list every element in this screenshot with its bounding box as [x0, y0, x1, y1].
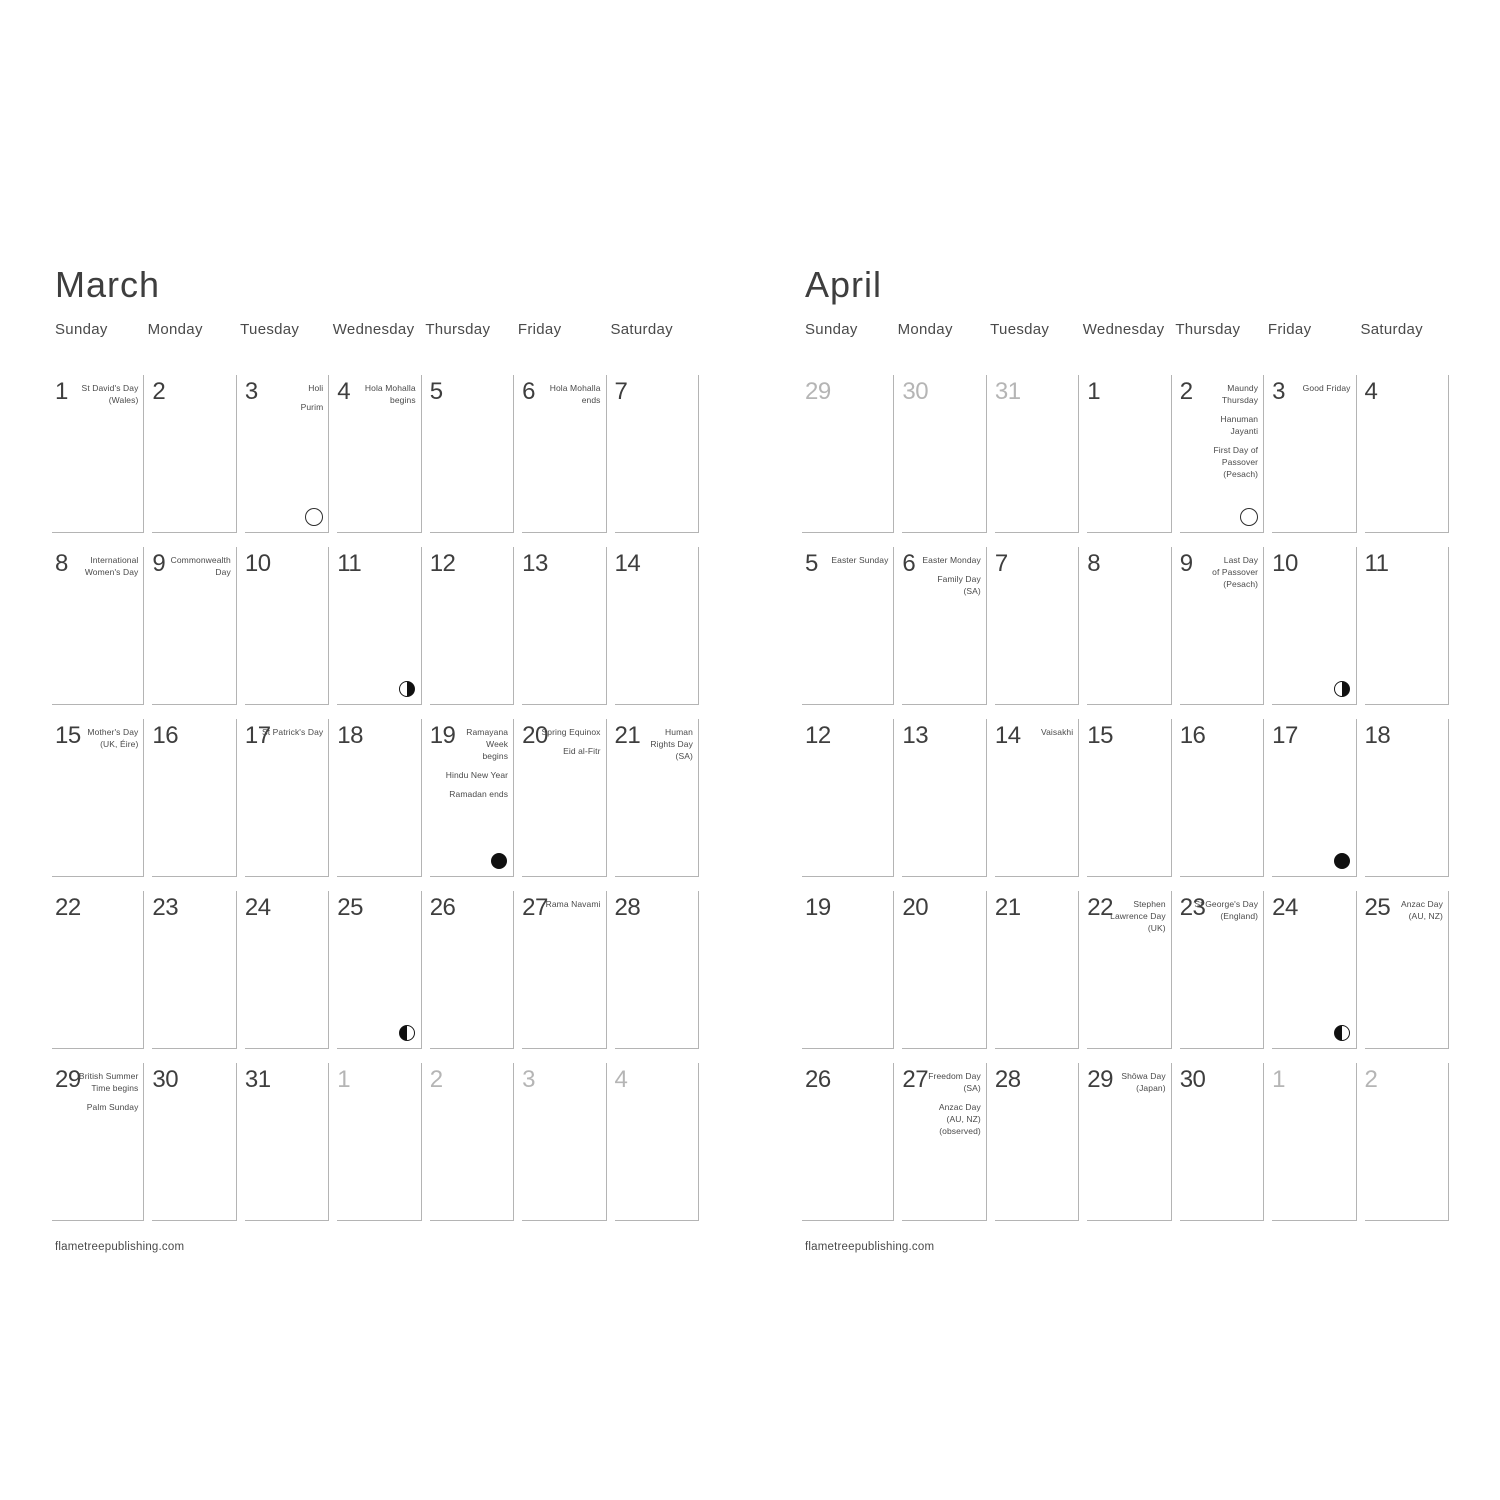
day-number: 1: [55, 378, 68, 405]
day-cell: [1356, 719, 1449, 877]
weekday-label: Wednesday: [332, 321, 415, 338]
day-cell: [986, 375, 1078, 533]
weekday-label: Thursday: [425, 321, 491, 338]
holiday-labels: [72, 554, 138, 585]
holiday-label: [72, 554, 138, 578]
day-cell: [893, 547, 985, 705]
day-number: 16: [1179, 722, 1206, 749]
holiday-label-line: (SA): [675, 751, 693, 761]
day-cell: [1263, 547, 1355, 705]
day-number: 8: [55, 550, 68, 577]
day-number: 23: [152, 894, 179, 921]
day-number: 3: [244, 378, 258, 405]
holiday-label-line: (AU, NZ): [946, 1114, 981, 1124]
day-number: 17: [244, 722, 271, 749]
holiday-labels: [1285, 382, 1351, 401]
day-number: 5: [805, 550, 818, 577]
day-cell: [986, 1063, 1078, 1221]
day-cell: [893, 1063, 985, 1221]
month-title: March: [55, 264, 161, 305]
holiday-label: [1377, 898, 1443, 922]
holiday-label-line: (England): [1220, 911, 1259, 921]
day-cell: [513, 719, 605, 877]
day-number: 16: [152, 722, 179, 749]
holiday-labels: [257, 382, 323, 420]
holiday-label: [442, 769, 508, 781]
holiday-label: [350, 382, 416, 406]
day-number: 29: [805, 378, 831, 405]
day-cell: [52, 547, 143, 705]
day-cell: [421, 719, 513, 877]
holiday-label-line: Freedom Day: [928, 1071, 981, 1081]
holiday-labels: [72, 1070, 138, 1120]
publisher-url: flametreepublishing.com: [55, 1241, 185, 1253]
holiday-label: [1192, 444, 1258, 480]
holiday-labels: [535, 898, 601, 917]
day-number: 19: [805, 894, 831, 921]
weekday-label: Thursday: [1175, 321, 1241, 338]
day-number: 1: [1087, 378, 1101, 405]
day-cell: [606, 375, 699, 533]
holiday-label: [1007, 726, 1073, 738]
holiday-label: [535, 898, 601, 910]
day-number: 13: [522, 550, 548, 577]
holiday-label: [915, 1070, 981, 1094]
holiday-label: [72, 382, 138, 406]
day-number: 27: [522, 894, 548, 921]
day-number: 26: [805, 1066, 831, 1093]
week-row: [52, 375, 699, 533]
day-cell: [1078, 1063, 1170, 1221]
day-cell: [802, 375, 893, 533]
day-cell: [893, 719, 985, 877]
day-cell: [1263, 375, 1355, 533]
weekday-label: Sunday: [55, 321, 108, 338]
holiday-label-line: (UK, Éire): [100, 739, 139, 749]
new-moon-icon: [491, 853, 507, 869]
day-number: 15: [1087, 722, 1113, 749]
day-cell: [1171, 375, 1263, 533]
day-cell: [52, 891, 143, 1049]
day-cell: [893, 891, 985, 1049]
holiday-label-line: Human: [665, 727, 693, 737]
holiday-label: [915, 1101, 981, 1137]
day-number: 24: [244, 894, 271, 921]
holiday-label: [1192, 898, 1258, 922]
holiday-label-line: ends: [581, 395, 601, 405]
day-number: 2: [1364, 1066, 1378, 1093]
day-cell: [1356, 891, 1449, 1049]
holiday-label: [442, 788, 508, 800]
holiday-labels: [535, 382, 601, 413]
day-number: 20: [522, 722, 548, 749]
holiday-label-line: Time begins: [91, 1083, 139, 1093]
day-number: 22: [55, 894, 81, 921]
holiday-label: [257, 382, 323, 394]
day-cell: [986, 891, 1078, 1049]
last-quarter-moon-icon: [1334, 681, 1350, 697]
week-row: [52, 1063, 699, 1221]
day-cell: [606, 547, 699, 705]
day-number: 28: [614, 894, 641, 921]
day-number: 28: [994, 1066, 1021, 1093]
day-number: 12: [429, 550, 456, 577]
holiday-label-line: Passover: [1221, 457, 1259, 467]
day-cell: [328, 891, 420, 1049]
week-row: [52, 547, 699, 705]
holiday-label: [822, 554, 888, 566]
day-cell: [1171, 719, 1263, 877]
day-number: 1: [337, 1066, 351, 1093]
day-number: 23: [1179, 894, 1206, 921]
holiday-labels: [822, 554, 888, 573]
day-cell: [328, 547, 420, 705]
holiday-label: [1192, 382, 1258, 406]
day-number: 14: [614, 550, 641, 577]
holiday-label-line: Women's Day: [84, 567, 139, 577]
week-row: [802, 719, 1449, 877]
last-quarter-moon-icon: [399, 681, 415, 697]
week-row: [52, 891, 699, 1049]
holiday-label: [72, 726, 138, 750]
day-cell: [236, 891, 328, 1049]
day-number: 7: [994, 550, 1008, 577]
day-number: 4: [1364, 378, 1378, 405]
day-cell: [421, 375, 513, 533]
day-cell: [236, 547, 328, 705]
day-number: 2: [152, 378, 166, 405]
week-row: [802, 547, 1449, 705]
holiday-label-line: (AU, NZ): [1408, 911, 1443, 921]
day-cell: [606, 719, 699, 877]
holiday-label-line: Lawrence Day: [1110, 911, 1166, 921]
holiday-label-line: begins: [390, 395, 416, 405]
weekday-label: Monday: [897, 321, 953, 338]
holiday-labels: [1377, 898, 1443, 929]
holiday-label-line: Easter Sunday: [831, 555, 889, 565]
day-number: 1: [1272, 1066, 1285, 1093]
day-number: 4: [614, 1066, 628, 1093]
holiday-labels: [535, 726, 601, 764]
day-cell: [143, 375, 235, 533]
holiday-labels: [350, 382, 416, 413]
holiday-label-line: Hindu New Year: [445, 770, 509, 780]
day-cell: [52, 375, 143, 533]
day-cell: [421, 891, 513, 1049]
day-number: 21: [614, 722, 641, 749]
weekday-label: Saturday: [1360, 321, 1423, 338]
holiday-label-line: Spring Equinox: [541, 727, 601, 737]
day-number: 25: [337, 894, 363, 921]
day-number: 13: [902, 722, 929, 749]
holiday-label-line: Shōwa Day: [1121, 1071, 1166, 1081]
holiday-labels: [915, 1070, 981, 1144]
holiday-label-line: Hola Mohalla: [549, 383, 601, 393]
holiday-label-line: of Passover: [1212, 567, 1259, 577]
day-cell: [143, 891, 235, 1049]
day-number: 10: [1272, 550, 1298, 577]
holiday-label: [1100, 898, 1166, 934]
day-number: 2: [429, 1066, 443, 1093]
holiday-label-line: Ramadan ends: [449, 789, 509, 799]
day-number: 20: [902, 894, 929, 921]
holiday-label: [165, 554, 231, 578]
holiday-label-line: Holi: [308, 383, 324, 393]
day-number: 11: [1364, 550, 1389, 577]
holiday-label-line: British Summer: [78, 1071, 139, 1081]
holiday-label-line: Day: [215, 567, 231, 577]
day-number: 24: [1272, 894, 1298, 921]
weekday-label: Monday: [147, 321, 203, 338]
holiday-label: [915, 573, 981, 597]
full-moon-icon: [1240, 508, 1258, 526]
holiday-label-line: Palm Sunday: [86, 1102, 139, 1112]
month-title: April: [805, 264, 883, 305]
holiday-labels: [1007, 726, 1073, 745]
day-cell: [802, 891, 893, 1049]
day-cell: [236, 375, 328, 533]
holiday-label-line: St David's Day: [81, 383, 139, 393]
holiday-label-line: St Patrick's Day: [261, 727, 324, 737]
day-number: 6: [522, 378, 535, 405]
day-number: 10: [244, 550, 271, 577]
day-cell: [1356, 375, 1449, 533]
holiday-labels: [165, 554, 231, 585]
holiday-labels: [442, 726, 508, 807]
day-number: 21: [994, 894, 1021, 921]
day-number: 19: [429, 722, 456, 749]
month-march: [52, 264, 699, 1253]
weekday-label: Friday: [1267, 321, 1312, 338]
holiday-label-line: Rights Day: [650, 739, 693, 749]
day-number: 27: [902, 1066, 929, 1093]
holiday-labels: [915, 554, 981, 604]
day-number: 18: [1364, 722, 1391, 749]
holiday-label: [72, 1101, 138, 1113]
day-cell: [52, 719, 143, 877]
day-cell: [802, 547, 893, 705]
weekday-header-row: [802, 321, 1449, 338]
holiday-label: [1100, 1070, 1166, 1094]
holiday-label-line: Eid al-Fitr: [563, 746, 601, 756]
holiday-labels: [257, 726, 323, 745]
day-cell: [143, 547, 235, 705]
holiday-labels: [72, 726, 138, 757]
day-number: 31: [244, 1066, 271, 1093]
day-cell: [143, 1063, 235, 1221]
holiday-label-line: Vaisakhi: [1040, 727, 1074, 737]
weekday-label: Sunday: [805, 321, 858, 338]
day-cell: [236, 1063, 328, 1221]
holiday-label-line: First Day of: [1213, 445, 1259, 455]
first-quarter-moon-icon: [399, 1025, 415, 1041]
holiday-label-line: (observed): [939, 1126, 981, 1136]
day-cell: [1078, 375, 1170, 533]
holiday-label-line: Good Friday: [1302, 383, 1351, 393]
day-cell: [421, 547, 513, 705]
holiday-labels: [1100, 898, 1166, 941]
holiday-label: [535, 726, 601, 738]
holiday-label-line: Hanuman Jayanti: [1220, 414, 1259, 436]
holiday-label-line: Family Day: [937, 574, 981, 584]
day-cell: [1171, 547, 1263, 705]
day-cell: [328, 719, 420, 877]
day-number: 31: [994, 378, 1021, 405]
holiday-label-line: Rama Navami: [545, 899, 601, 909]
holiday-labels: [1192, 554, 1258, 597]
holiday-label-line: Maundy Thursday: [1221, 383, 1259, 405]
holiday-label-line: Ramayana Week: [466, 727, 509, 749]
full-moon-icon: [305, 508, 323, 526]
weekday-label: Friday: [517, 321, 562, 338]
day-number: 6: [902, 550, 916, 577]
day-number: 3: [522, 1066, 535, 1093]
day-cell: [1356, 547, 1449, 705]
month-april: [802, 264, 1449, 1253]
day-cell: [606, 1063, 699, 1221]
day-number: 30: [902, 378, 929, 405]
day-cell: [893, 375, 985, 533]
day-number: 7: [614, 378, 628, 405]
day-number: 29: [55, 1066, 81, 1093]
holiday-label: [535, 745, 601, 757]
holiday-label: [72, 1070, 138, 1094]
day-number: 25: [1364, 894, 1391, 921]
weekday-label: Wednesday: [1082, 321, 1165, 338]
day-number: 11: [337, 550, 362, 577]
day-number: 26: [429, 894, 456, 921]
holiday-label-line: Commonwealth: [170, 555, 231, 565]
holiday-label-line: International: [90, 555, 139, 565]
day-number: 30: [152, 1066, 179, 1093]
week-row: [52, 719, 699, 877]
holiday-label-line: (Pesach): [1223, 579, 1259, 589]
holiday-label-line: St George's Day: [1194, 899, 1259, 909]
holiday-labels: [627, 726, 693, 769]
weekday-label: Tuesday: [990, 321, 1050, 338]
month-grid: [802, 375, 1449, 1235]
holiday-label-line: Last Day: [1223, 555, 1259, 565]
holiday-label-line: Anzac Day: [938, 1102, 981, 1112]
day-number: 2: [1179, 378, 1193, 405]
holiday-label-line: Mother's Day: [87, 727, 139, 737]
day-cell: [421, 1063, 513, 1221]
day-number: 14: [994, 722, 1021, 749]
day-cell: [1171, 891, 1263, 1049]
holiday-label-line: (UK): [1147, 923, 1166, 933]
week-row: [802, 1063, 1449, 1221]
day-number: 17: [1272, 722, 1298, 749]
day-cell: [513, 891, 605, 1049]
day-number: 29: [1087, 1066, 1113, 1093]
holiday-label: [1192, 554, 1258, 590]
day-cell: [1078, 719, 1170, 877]
first-quarter-moon-icon: [1334, 1025, 1350, 1041]
day-cell: [513, 1063, 605, 1221]
day-cell: [1078, 547, 1170, 705]
day-number: 8: [1087, 550, 1101, 577]
day-cell: [143, 719, 235, 877]
day-cell: [986, 547, 1078, 705]
holiday-label-line: Stephen: [1133, 899, 1166, 909]
holiday-label: [257, 726, 323, 738]
holiday-label-line: (Pesach): [1223, 469, 1259, 479]
day-cell: [1263, 719, 1355, 877]
week-row: [802, 891, 1449, 1049]
holiday-label: [1285, 382, 1351, 394]
day-cell: [328, 1063, 420, 1221]
holiday-label-line: Hola Mohalla: [364, 383, 416, 393]
weekday-header-row: [52, 321, 699, 338]
weekday-label: Saturday: [610, 321, 673, 338]
day-cell: [802, 719, 893, 877]
weekday-label: Tuesday: [240, 321, 300, 338]
holiday-label: [442, 726, 508, 762]
holiday-labels: [1100, 1070, 1166, 1101]
day-number: 9: [1179, 550, 1193, 577]
holiday-label-line: (Japan): [1136, 1083, 1166, 1093]
day-number: 30: [1179, 1066, 1206, 1093]
holiday-label: [535, 382, 601, 406]
day-cell: [328, 375, 420, 533]
holiday-labels: [72, 382, 138, 413]
day-number: 5: [429, 378, 443, 405]
holiday-label-line: Purim: [300, 402, 324, 412]
holiday-label: [627, 726, 693, 762]
day-number: 15: [55, 722, 81, 749]
day-number: 4: [337, 378, 351, 405]
holiday-label: [257, 401, 323, 413]
day-number: 22: [1087, 894, 1113, 921]
holiday-labels: [1192, 382, 1258, 487]
day-cell: [1263, 1063, 1355, 1221]
holiday-label-line: (Wales): [108, 395, 139, 405]
month-grid: [52, 375, 699, 1235]
day-cell: [802, 1063, 893, 1221]
day-number: 12: [805, 722, 831, 749]
holiday-label-line: (SA): [963, 1083, 981, 1093]
day-number: 9: [152, 550, 166, 577]
holiday-label: [915, 554, 981, 566]
day-number: 18: [337, 722, 363, 749]
day-cell: [52, 1063, 143, 1221]
day-cell: [513, 375, 605, 533]
holiday-label-line: begins: [482, 751, 509, 761]
day-cell: [1263, 891, 1355, 1049]
day-cell: [1356, 1063, 1449, 1221]
day-cell: [1171, 1063, 1263, 1221]
publisher-url: flametreepublishing.com: [805, 1241, 935, 1253]
day-cell: [606, 891, 699, 1049]
day-cell: [1078, 891, 1170, 1049]
day-cell: [986, 719, 1078, 877]
day-number: 3: [1272, 378, 1285, 405]
holiday-labels: [1192, 898, 1258, 929]
holiday-label-line: (SA): [963, 586, 981, 596]
holiday-label-line: Easter Monday: [922, 555, 981, 565]
day-cell: [513, 547, 605, 705]
week-row: [802, 375, 1449, 533]
holiday-label-line: Anzac Day: [1400, 899, 1443, 909]
day-cell: [236, 719, 328, 877]
holiday-label: [1192, 413, 1258, 437]
new-moon-icon: [1334, 853, 1350, 869]
